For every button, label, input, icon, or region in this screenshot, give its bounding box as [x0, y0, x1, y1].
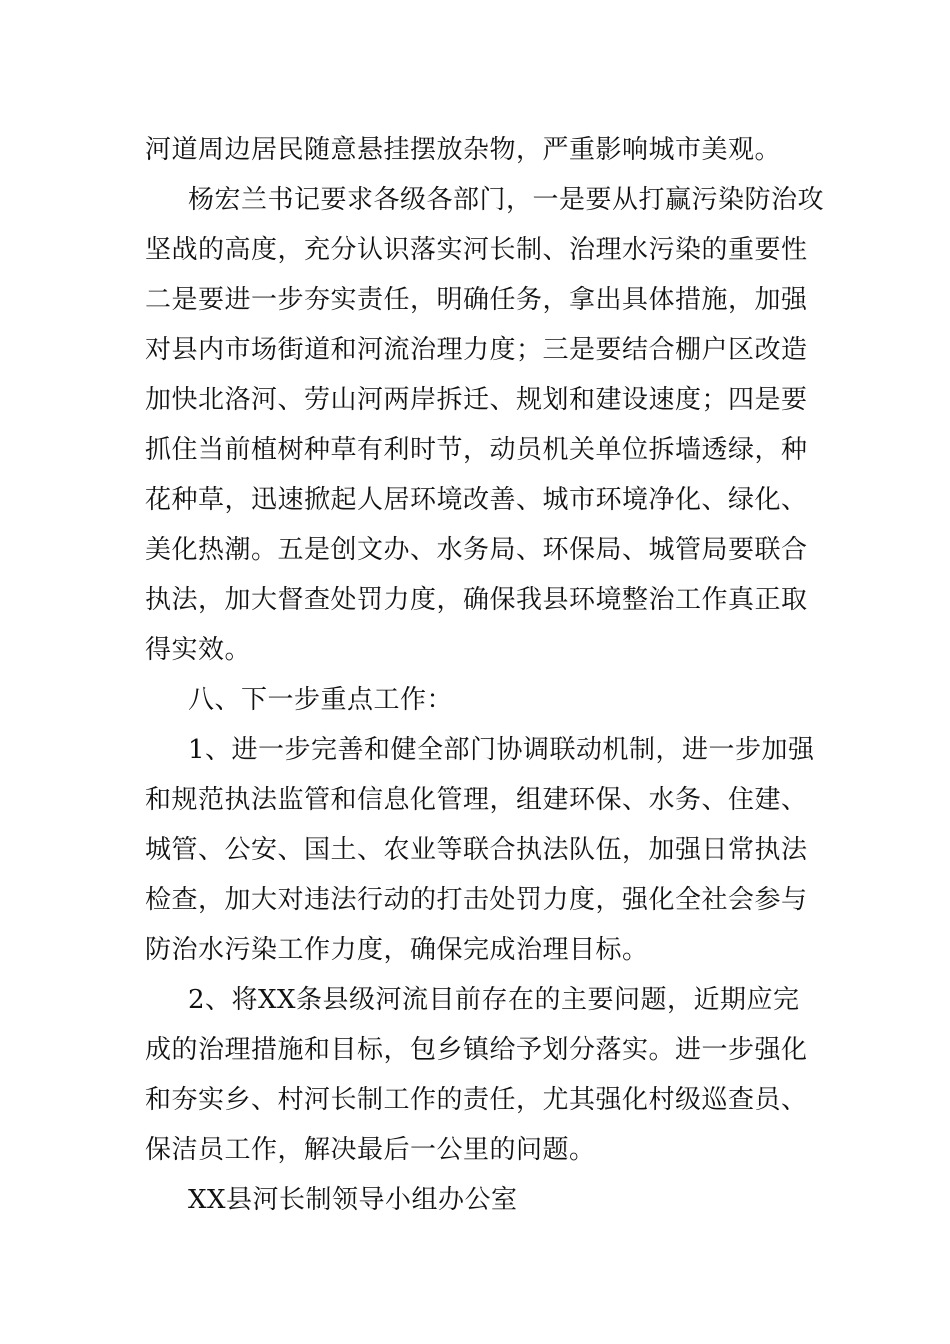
- text-line: 执法，加大督查处罚力度，确保我县环境整治工作真正取: [145, 585, 808, 615]
- text-line: 成的治理措施和目标，包乡镇给予划分落实。进一步强化: [145, 1035, 808, 1065]
- text-line: 二是要进一步夯实责任，明确任务，拿出具体措施，加强: [145, 285, 808, 315]
- text-line: 得实效。: [145, 635, 252, 665]
- text-line: 城管、公安、国土、农业等联合执法队伍，加强日常执法: [145, 835, 808, 865]
- text-line: 河道周边居民随意悬挂摆放杂物，严重影响城市美观。: [145, 135, 782, 165]
- text-line: 对县内市场街道和河流治理力度；三是要结合棚户区改造: [145, 335, 808, 365]
- text-line: 和夯实乡、村河长制工作的责任，尤其强化村级巡查员、: [145, 1085, 808, 1115]
- text-line: 坚战的高度，充分认识落实河长制、治理水污染的重要性: [145, 235, 808, 265]
- text-line: 保洁员工作，解决最后一公里的问题。: [145, 1135, 596, 1165]
- text-line: 加快北洛河、劳山河两岸拆迁、规划和建设速度；四是要: [145, 385, 808, 415]
- signature-office: XX县河长制领导小组办公室: [188, 1185, 518, 1215]
- text-line: 检查，加大对违法行动的打击处罚力度，强化全社会参与: [145, 885, 808, 915]
- list-item-1-first-line: 1、进一步完善和健全部门协调联动机制，进一步加强: [188, 735, 815, 765]
- list-item-2-first-line: 2、将XX条县级河流目前存在的主要问题，近期应完: [188, 985, 800, 1015]
- text-line: 美化热潮。五是创文办、水务局、环保局、城管局要联合: [145, 535, 808, 565]
- section-heading: 八、下一步重点工作：: [188, 685, 454, 715]
- text-line: 防治水污染工作力度，确保完成治理目标。: [145, 935, 649, 965]
- text-line: 花种草，迅速掀起人居环境改善、城市环境净化、绿化、: [145, 485, 808, 515]
- text-line: 抓住当前植树种草有利时节，动员机关单位拆墙透绿，种: [145, 435, 808, 465]
- text-line: 和规范执法监管和信息化管理，组建环保、水务、住建、: [145, 785, 808, 815]
- paragraph-first-line: 杨宏兰书记要求各级各部门，一是要从打赢污染防治攻: [188, 185, 825, 215]
